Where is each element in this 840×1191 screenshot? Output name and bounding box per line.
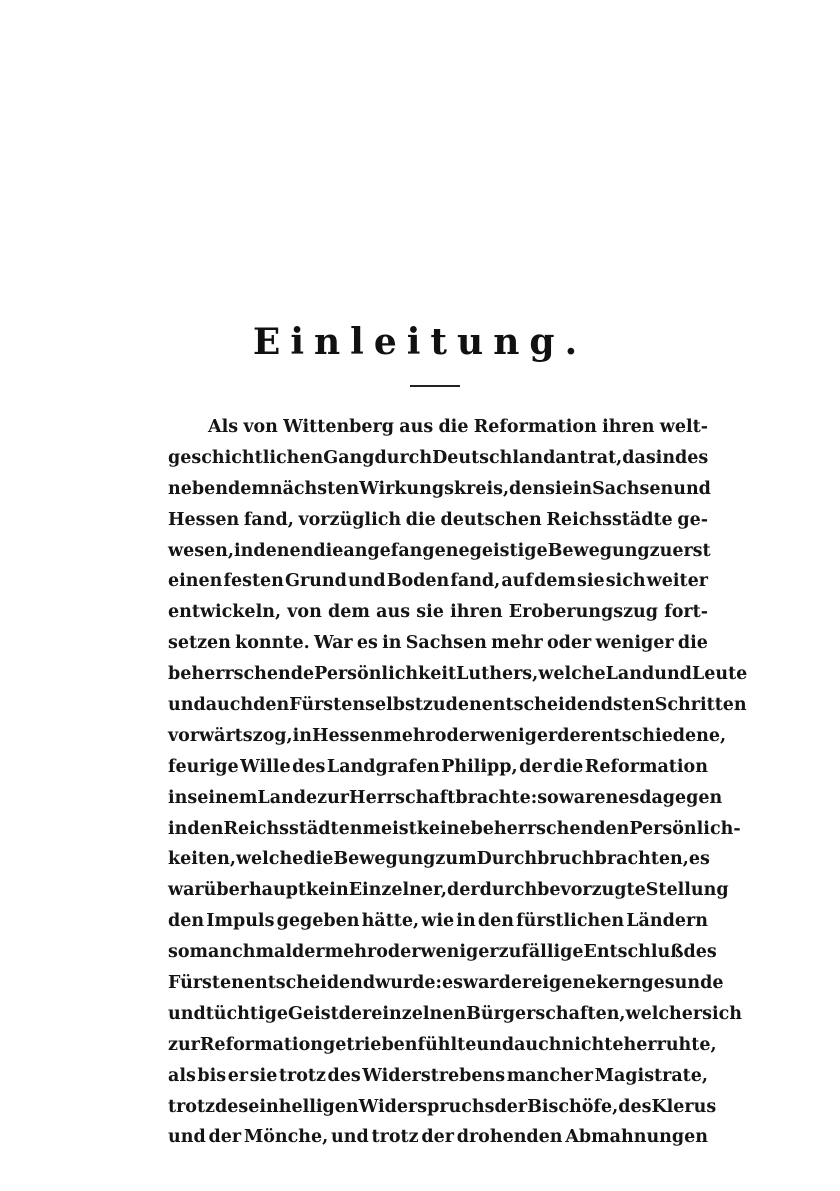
word: es (688, 849, 710, 870)
word: des (683, 942, 717, 963)
word: mehr (491, 633, 543, 654)
word: des (292, 756, 326, 777)
word: und (476, 1034, 515, 1055)
word: der (557, 725, 590, 746)
word: auch (514, 1034, 562, 1055)
word: des (327, 1065, 361, 1086)
word: Philipp, (441, 756, 518, 777)
word: welche (538, 664, 606, 685)
word: in (168, 787, 188, 808)
word: des (215, 1096, 249, 1117)
word: manchmal (189, 942, 292, 963)
word: angefangene (343, 540, 470, 561)
text-line (168, 721, 727, 752)
word: Landgrafen (326, 756, 440, 777)
word: er (227, 1065, 249, 1086)
word: konnte. (235, 633, 310, 654)
word: es (356, 633, 378, 654)
word: einhelligen (248, 1096, 359, 1117)
word: da (622, 447, 646, 468)
word: Wittenberg (283, 417, 395, 437)
word: Bischöfe, (527, 1096, 619, 1117)
word: fort- (664, 602, 708, 623)
text-line (168, 999, 743, 1030)
word: und (673, 478, 711, 499)
word: sie (576, 571, 605, 592)
word: zum (435, 849, 477, 870)
word: der (494, 1096, 528, 1117)
text-line (168, 906, 708, 937)
word: brachte: (455, 787, 538, 808)
word: Hessen (311, 725, 384, 746)
word: zur (168, 1034, 200, 1055)
text-line (168, 783, 723, 814)
text-line (168, 474, 711, 505)
word: deutschen (440, 509, 542, 530)
word: Reformation (584, 756, 708, 777)
text-line (168, 412, 708, 443)
word: bis (197, 1065, 227, 1086)
word: waren (558, 787, 619, 808)
word: wie (421, 911, 455, 932)
word: seinem (187, 787, 258, 808)
word: der (498, 973, 532, 994)
word: dem (328, 602, 370, 623)
text-line (168, 1122, 708, 1153)
word: Klerus (651, 1096, 717, 1117)
word: trotz (168, 1096, 215, 1117)
word: auf (501, 571, 533, 592)
word: fand, (243, 509, 294, 530)
word: der (208, 1127, 242, 1148)
word: Widerstrebens (362, 1065, 506, 1086)
text-line (168, 937, 717, 968)
word: weiter (646, 571, 708, 592)
word: Einzelner, (348, 880, 448, 901)
word: in (572, 478, 593, 499)
word: beherrschende (168, 664, 315, 685)
word: in (382, 633, 402, 654)
word: setzen (168, 633, 231, 654)
word: Sachsen (405, 633, 487, 654)
word: durch (374, 447, 433, 468)
word: Deutschland (432, 447, 556, 468)
word: festen (223, 571, 284, 592)
word: weniger (479, 725, 558, 746)
word: Leute (691, 664, 748, 685)
word: Als (208, 417, 239, 437)
word: Fürsten (289, 695, 366, 716)
word: der (292, 942, 325, 963)
word: in (234, 540, 254, 561)
word: Sachsen (592, 478, 674, 499)
word: die (303, 849, 334, 870)
word: Schritten (654, 695, 747, 716)
word: Reformation (199, 1034, 323, 1055)
word: die (677, 633, 708, 654)
word: Impuls (206, 911, 275, 932)
word: trotz (278, 1065, 326, 1086)
word: in (456, 911, 476, 932)
text-line (168, 659, 748, 690)
word: getrieben (322, 1034, 418, 1055)
word: Bewegung (547, 540, 650, 561)
word: fühlte (417, 1034, 477, 1055)
word: gegeben (276, 911, 360, 932)
word: mehr (324, 942, 377, 963)
word: Reichsstädten (223, 818, 363, 839)
text-line (168, 443, 708, 474)
word: Wille (240, 756, 291, 777)
word: bevorzugte (537, 880, 646, 901)
word: Widerspruchs (358, 1096, 495, 1117)
word: antrat, (555, 447, 623, 468)
word: Reichsstädte (546, 509, 673, 530)
word: zu (422, 695, 446, 716)
text-line (168, 566, 708, 597)
word: der (421, 1127, 454, 1148)
word: entschiedene, (589, 725, 727, 746)
word: Wirkungskreis, (359, 478, 510, 499)
word: aus (399, 417, 434, 437)
word: entscheidend (243, 973, 376, 994)
word: den (187, 818, 224, 839)
word: vorwärts (168, 725, 253, 746)
word: geistige (469, 540, 548, 561)
word: Persönlich- (629, 818, 741, 839)
word: auch (205, 695, 254, 716)
word: dem (534, 571, 576, 592)
text-line (168, 814, 741, 845)
word: Bürgerschaften, (466, 1003, 626, 1024)
word: den (168, 911, 205, 932)
word: selbst (365, 695, 423, 716)
word: wesen, (168, 540, 235, 561)
text-line (168, 844, 708, 875)
word: keine (416, 818, 471, 839)
word: Hessen (168, 509, 240, 530)
word: nächsten (269, 478, 360, 499)
word: kein (306, 880, 349, 901)
body-text (168, 412, 748, 1153)
word: sich (605, 571, 646, 592)
text-line (168, 505, 708, 536)
word: ruhte, (656, 1034, 717, 1055)
word: welcher (625, 1003, 703, 1024)
word: und (168, 1127, 206, 1148)
word: und (168, 1003, 206, 1024)
text-line (168, 875, 729, 906)
word: zog, (252, 725, 293, 746)
word: ihren (602, 417, 655, 437)
word: in (292, 725, 312, 746)
text-line (168, 536, 711, 567)
word: ihren (450, 602, 503, 623)
word: tüchtige (205, 1003, 288, 1024)
word: dem (227, 478, 270, 499)
word: Herrschaft (349, 787, 456, 808)
word: fürstlichen (516, 911, 625, 932)
word: den (509, 478, 546, 499)
text-line (168, 1092, 717, 1123)
word: der (338, 1003, 372, 1024)
word: es (618, 787, 640, 808)
word: die (438, 417, 469, 437)
word: brachten, (594, 849, 689, 870)
text-line (168, 1061, 708, 1092)
word: meist (362, 818, 417, 839)
word: denen (253, 540, 314, 561)
word: überhaupt (203, 880, 307, 901)
word: eher (612, 1034, 657, 1055)
word: sich (702, 1003, 743, 1024)
word: oder (434, 725, 480, 746)
word: geschichtlichen (168, 447, 324, 468)
word: des (618, 1096, 652, 1117)
word: durch (479, 880, 538, 901)
word: weniger (595, 633, 674, 654)
word: entscheidendsten (481, 695, 655, 716)
chapter-title: Einleitung. (252, 321, 588, 363)
word: Durchbruch (476, 849, 595, 870)
word: sind (645, 447, 688, 468)
word: drohenden (456, 1127, 563, 1148)
word: Ländern (626, 911, 708, 932)
word: die (405, 509, 436, 530)
word: keiten, (168, 849, 236, 870)
word: neben (168, 478, 228, 499)
word: trotz (371, 1127, 419, 1148)
word: Abmahnungen (565, 1127, 708, 1148)
word: Entschluß (583, 942, 684, 963)
word: welche (235, 849, 304, 870)
word: so (168, 942, 190, 963)
word: zur (317, 787, 350, 808)
word: und (654, 664, 692, 685)
word: mancher (506, 1065, 594, 1086)
word: oder (376, 942, 421, 963)
word: sie (249, 1065, 278, 1086)
word: die (553, 756, 584, 777)
word: Stellung (645, 880, 729, 901)
word: und (347, 571, 386, 592)
word: es (442, 973, 463, 994)
word: Geist (287, 1003, 339, 1024)
word: aus (376, 602, 411, 623)
word: Persönlichkeit (314, 664, 457, 685)
word: fand, (450, 571, 501, 592)
word: Boden (386, 571, 450, 592)
word: dagegen (639, 787, 723, 808)
word: hätte, (361, 911, 420, 932)
text-line (168, 597, 708, 628)
title-divider (410, 385, 460, 387)
word: War (313, 633, 353, 654)
word: der (447, 880, 480, 901)
text-line (168, 690, 747, 721)
word: den (445, 695, 482, 716)
word: beherrschenden (470, 818, 630, 839)
word: einen (168, 571, 223, 592)
word: war (168, 880, 204, 901)
word: von (243, 417, 278, 437)
word: sie (545, 478, 573, 499)
word: entwickeln, (168, 602, 282, 623)
word: Gang (323, 447, 375, 468)
word: Luthers, (456, 664, 539, 685)
word: sie (416, 602, 444, 623)
word: weniger (420, 942, 499, 963)
word: Lande (257, 787, 318, 808)
word: Land (605, 664, 655, 685)
word: vorzüglich (298, 509, 402, 530)
text-line (168, 628, 708, 659)
word: einzelnen (371, 1003, 467, 1024)
text-line (168, 1030, 717, 1061)
word: Grund (285, 571, 347, 592)
word: es (687, 447, 709, 468)
word: zuerst (649, 540, 711, 561)
word: feurige (168, 756, 239, 777)
word: oder (546, 633, 592, 654)
word: mehr (383, 725, 435, 746)
word: zufällige (498, 942, 584, 963)
word: in (168, 818, 188, 839)
text-line (168, 752, 708, 783)
word: Eroberungszug (508, 602, 659, 623)
word: der (519, 756, 552, 777)
word: eigene (531, 973, 597, 994)
word: welt- (659, 417, 708, 437)
word: Magistrate, (594, 1065, 708, 1086)
word: so (537, 787, 559, 808)
word: war (463, 973, 499, 994)
word: Reformation (473, 417, 597, 437)
word: den (477, 911, 514, 932)
word: und (168, 695, 206, 716)
word: nicht (561, 1034, 613, 1055)
text-line (168, 968, 724, 999)
word: und (331, 1127, 369, 1148)
word: Fürsten (168, 973, 244, 994)
word: von (287, 602, 322, 623)
word: die (313, 540, 344, 561)
word: Bewegung (333, 849, 436, 870)
word: ge- (677, 509, 708, 530)
word: den (253, 695, 290, 716)
word: Mönche, (243, 1127, 329, 1148)
word: kerngesunde (596, 973, 724, 994)
word: wurde: (375, 973, 442, 994)
word: als (168, 1065, 196, 1086)
